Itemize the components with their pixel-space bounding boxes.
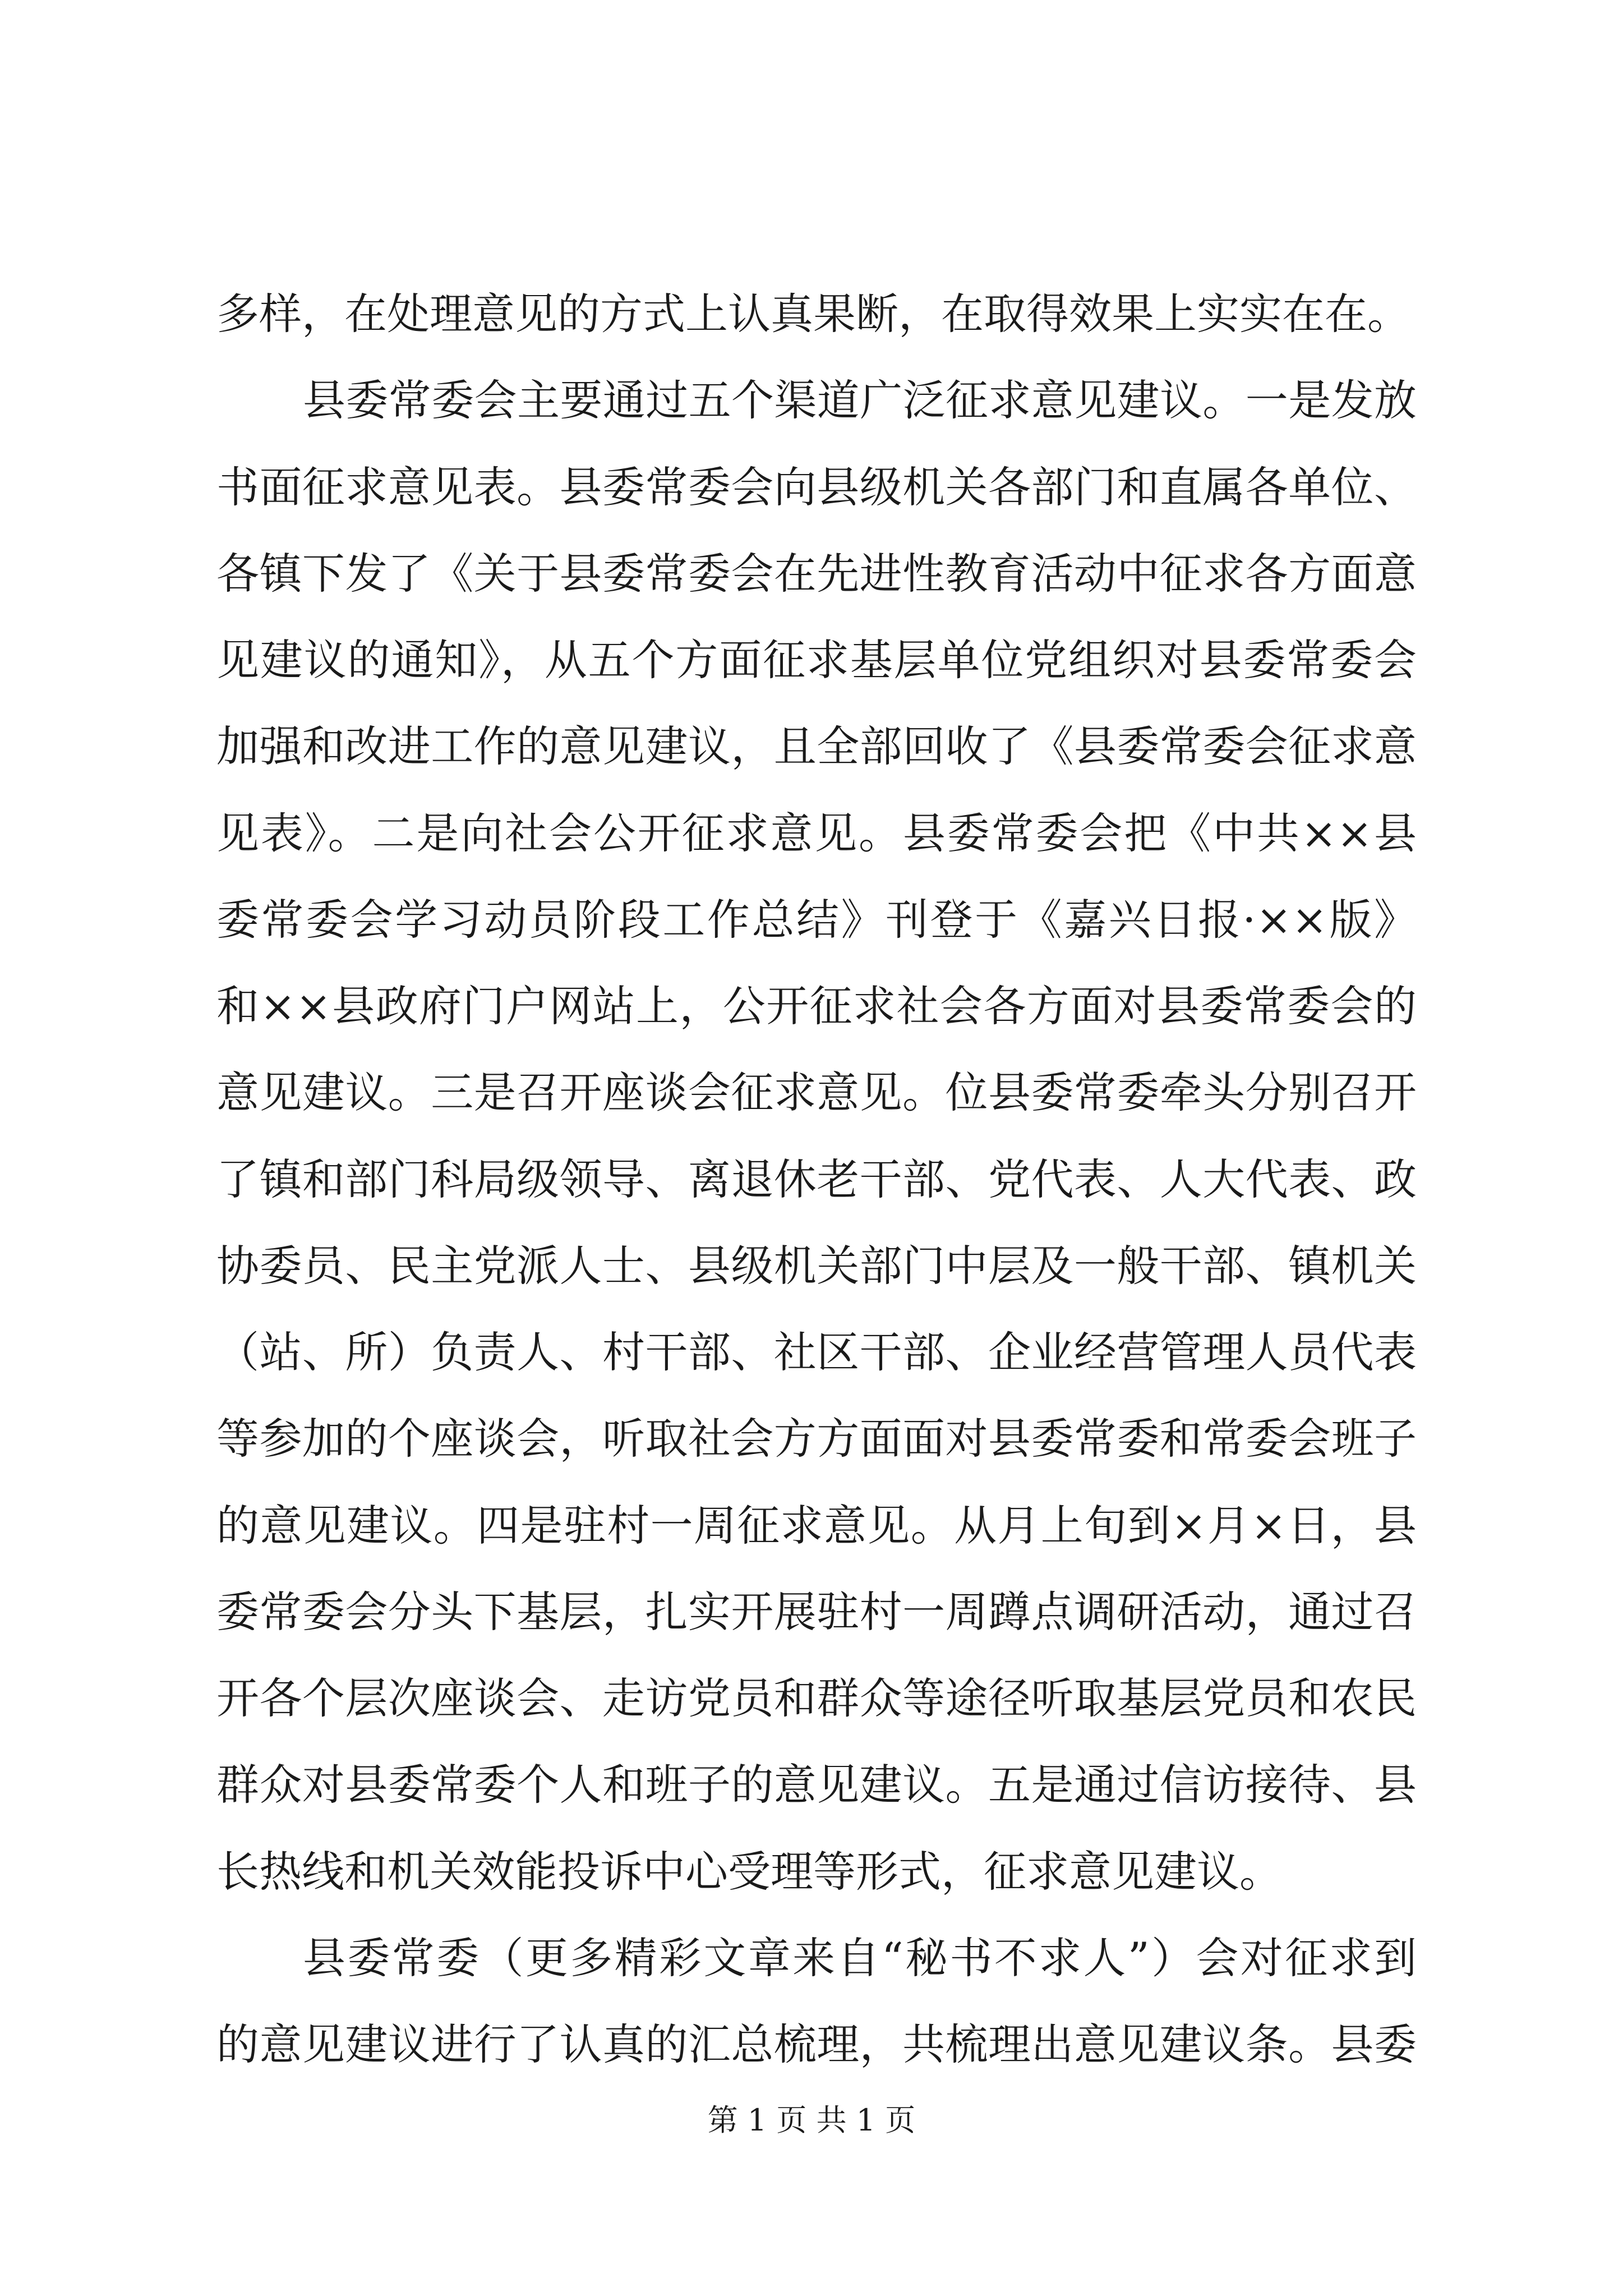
body-text-line: 开各个层次座谈会、走访党员和群众等途径听取基层党员和农民 [216, 1673, 1417, 1723]
body-text-line: 群众对县委常委个人和班子的意见建议。五是通过信访接待、县 [216, 1760, 1417, 1810]
body-text-line: 委常委会分头下基层，扎实开展驻村一周蹲点调研活动，通过召 [216, 1587, 1417, 1637]
body-text-line: 书面征求意见表。县委常委会向县级机关各部门和直属各单位、 [216, 462, 1417, 512]
body-text-line: 协委员、民主党派人士、县级机关部门中层及一般干部、镇机关 [216, 1241, 1417, 1291]
body-text-line: 各镇下发了《关于县委常委会在先进性教育活动中征求各方面意 [216, 549, 1417, 599]
body-text-line: 意见建议。三是召开座谈会征求意见。位县委常委牵头分别召开 [216, 1068, 1417, 1117]
page-number-footer: 第 1 页 共 1 页 [707, 2102, 916, 2138]
body-text-line: 委常委会学习动员阶段工作总结》刊登于《嘉兴日报·××版》 [216, 895, 1417, 945]
body-text-line: 和××县政府门户网站上，公开征求社会各方面对县委常委会的 [216, 981, 1417, 1031]
body-text-line: 加强和改进工作的意见建议，且全部回收了《县委常委会征求意 [216, 721, 1417, 771]
paragraph-end-line: 长热线和机关效能投诉中心受理等形式，征求意见建议。 [216, 1847, 1282, 1897]
body-text-line: 见建议的通知》，从五个方面征求基层单位党组织对县委常委会 [216, 635, 1417, 685]
body-text-line: 了镇和部门科局级领导、离退休老干部、党代表、人大代表、政 [216, 1154, 1417, 1204]
body-text-line: 的意见建议进行了认真的汇总梳理，共梳理出意见建议条。县委 [216, 2019, 1417, 2069]
body-text-line: 多样，在处理意见的方式上认真果断，在取得效果上实实在在。 [216, 289, 1410, 339]
body-text-line: 见表》。二是向社会公开征求意见。县委常委会把《中共××县 [216, 808, 1417, 858]
paragraph-start-line: 县委常委会主要通过五个渠道广泛征求意见建议。一是发放 [303, 375, 1417, 425]
body-text-line: 等参加的个座谈会，听取社会方方面面对县委常委和常委会班子 [216, 1414, 1417, 1464]
body-text-line: （站、所）负责人、村干部、社区干部、企业经营管理人员代表 [216, 1327, 1417, 1377]
paragraph-start-line: 县委常委（更多精彩文章来自“秘书不求人”）会对征求到 [303, 1933, 1417, 1983]
body-text-line: 的意见建议。四是驻村一周征求意见。从月上旬到×月×日，县 [216, 1501, 1417, 1550]
